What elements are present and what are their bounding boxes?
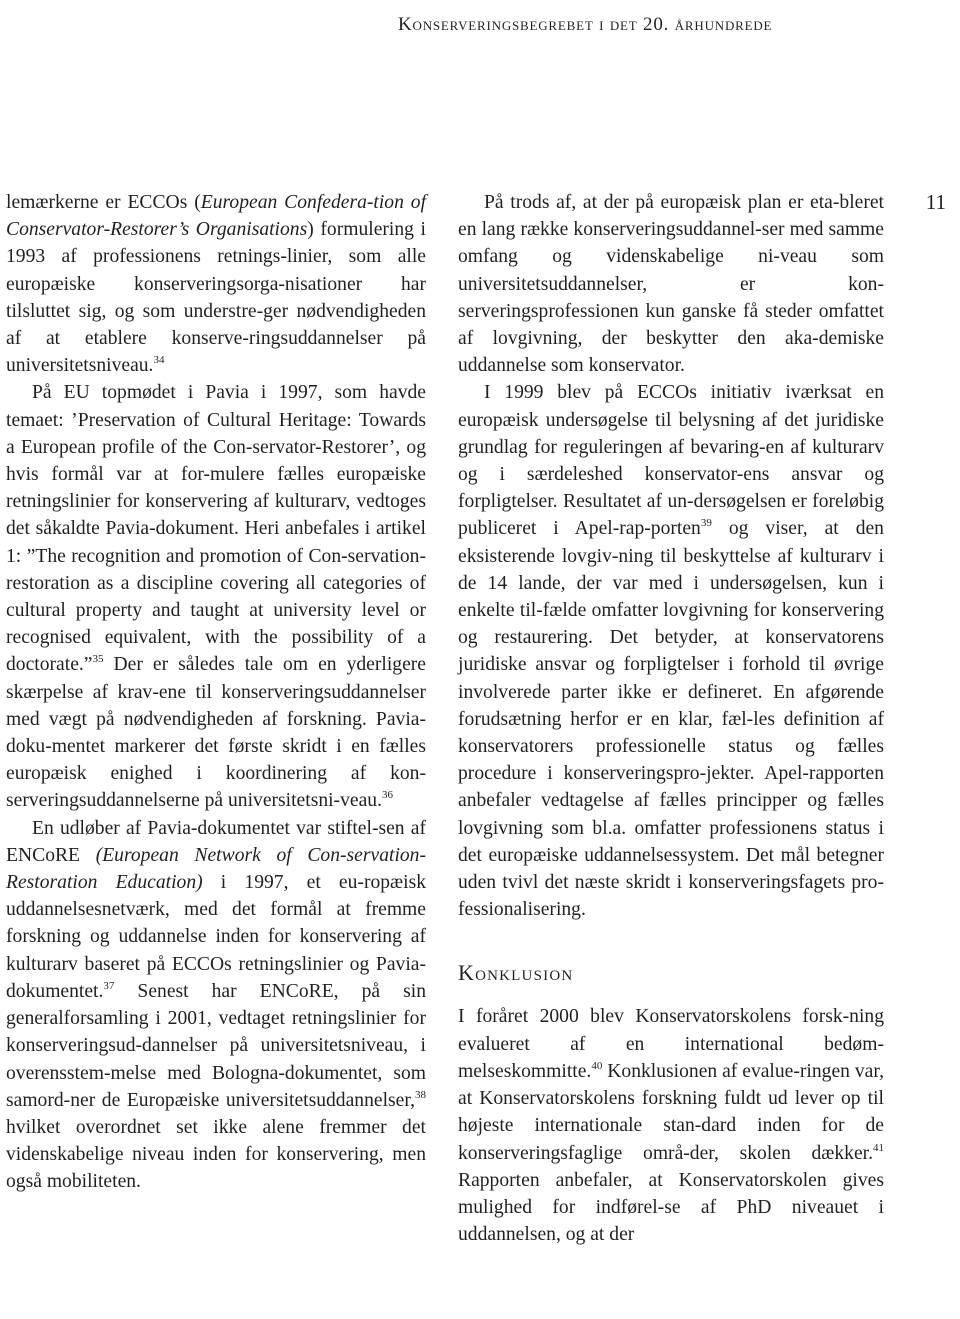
- text: I 1999 blev på ECCOs initiativ iværksat en europæisk undersøgelse til belysning af det juridiske grundlag for reguleringen af bevaring-en af kulturarv og i særdeleshed konservator-ens ansvar og forpligtelser. Resultatet af un-dersøgelsen er foreløbig publiceret i Apel-rap-porten: [458, 382, 884, 540]
- footnote-ref: 35: [92, 653, 104, 666]
- text: i 1997, et eu-ropæisk uddannelsesnetværk, med det formål at fremme forskning og uddannelse inden for konservering af kulturarv baseret på ECCOs retningslinier og Pavia-dokumentet.: [6, 872, 426, 1002]
- footnote-ref: 38: [415, 1088, 426, 1101]
- paragraph: [6, 815, 426, 1196]
- footnote-ref: 37: [103, 979, 115, 992]
- page-number: 11: [925, 190, 946, 214]
- text: I foråret 2000 blev Konservatorskolens forsk-ning evalueret af en international bedøm-melseskommitte.: [458, 1006, 884, 1082]
- footnote-ref: 41: [873, 1141, 884, 1154]
- text: På EU topmødet i Pavia i 1997, som havde temaet: ’Preservation of Cultural Heritage: Towards a European profile of the Con-servator-Restorer’, og hvis formål var at for-mulere fælles europæiske retningslinier for konservering af kulturarv, vedtoges det såkaldte Pavia-dokument. Heri anbefales i artikel 1: ”The recognition and promotion of Con-servation-restoration as a discipline covering all categories of cultural property and taught at university level or recognised equivalent, with the possibility of a doctorate.”: [6, 382, 426, 676]
- section-heading: Konklusion: [458, 960, 574, 986]
- paragraph: [458, 379, 884, 923]
- paragraph: [6, 189, 426, 379]
- right-column: [458, 189, 884, 1248]
- text: Senest har ENCoRE, på sin generalforsamling i 2001, vedtaget retningslinier for konserveringsud-dannelser på universitetsniveau, i overensstem-melse med Bologna-dokumentet, som samord-ner de Europæiske universitetsuddannelser,: [6, 980, 426, 1111]
- footnote-ref: 36: [381, 789, 393, 802]
- text: hvilket overordnet set ikke alene fremmer det videnskabelige niveau inden for konservering, men også mobiliteten.: [6, 1116, 426, 1193]
- text: Der er således tale om en yderligere skærpelse af krav-ene til konserveringsuddannelser med vægt på nødvendigheden af forskning. Pavia-doku-mentet markerer det første skridt i en fælles europæisk enighed i koordinering af kon-serveringsuddannelserne på universitetsni-veau.: [6, 654, 426, 812]
- italic-text: European Confedera-tion of Conservator-Restorer’s Organisations: [6, 192, 427, 241]
- footnote-ref: 34: [153, 353, 165, 366]
- text: og viser, at den eksisterende lovgiv-ning til beskyttelse af kulturarv i de 14 lande, der var med i undersøgelsen, kun i enkelte til-fælde omfatter lovgivning for konservering og restaurering. Det betyder, at konservatorens juridiske ansvar og forpligtelser i forhold til øvrige involverede parter ikke er defineret. En afgørende forudsætning herfor er en klar, fæl-les definition af konservatorers professionelle status og fælles procedure i konserveringspro-jekter. Apel-rapporten anbefaler vedtagelse af fælles principper og fælles lovgivning som bl.a. omfatter professionens status i det europæiske uddannelsessystem. Det mål betegner uden tvivl det næste skridt i konserveringsfagets pro-fessionalisering.: [458, 518, 884, 921]
- footnote-ref: 40: [591, 1059, 603, 1072]
- text: Rapporten anbefaler, at Konservatorskolen gives mulighed for indførel-se af PhD niveauet i uddannelsen, og at der: [458, 1169, 884, 1246]
- left-column: [6, 189, 426, 1196]
- paragraph: [6, 379, 426, 814]
- text: Konklusionen af evalue-ringen var, at Konservatorskolens forskning fuldt ud lever op til højeste internationale stan-dard inden for de konserveringsfaglige områ-der, skolen dækker.: [458, 1060, 884, 1164]
- text: lemærkerne er ECCOs (: [6, 192, 201, 213]
- paragraph: På trods af, at der på europæisk plan er eta-bleret en lang række konserveringsuddannel-ser med samme omfang og videnskabelige ni-veau som universitetsuddannelser, er kon-serveringsprofessionen kun ganske få steder omfattet af lovgivning, der beskytter den aka-demiske uddannelse som konservator.: [458, 192, 884, 377]
- text: ) formulering i 1993 af professionens retnings-linier, som alle europæiske konserveringsorga-nisationer har tilsluttet sig, og som understre-ger nødvendigheden af at etablere konserve-ringsuddannelser på universitetsniveau.: [6, 219, 427, 377]
- text: En udløber af Pavia-dokumentet var stiftel-sen af ENCoRE: [6, 817, 426, 866]
- paragraph: [458, 1003, 884, 1248]
- italic-text: (European Network of Con-servation-Restoration Education): [6, 844, 426, 894]
- running-head: Konserveringsbegrebet i det 20. århundrede: [398, 14, 773, 35]
- footnote-ref: 39: [700, 517, 712, 530]
